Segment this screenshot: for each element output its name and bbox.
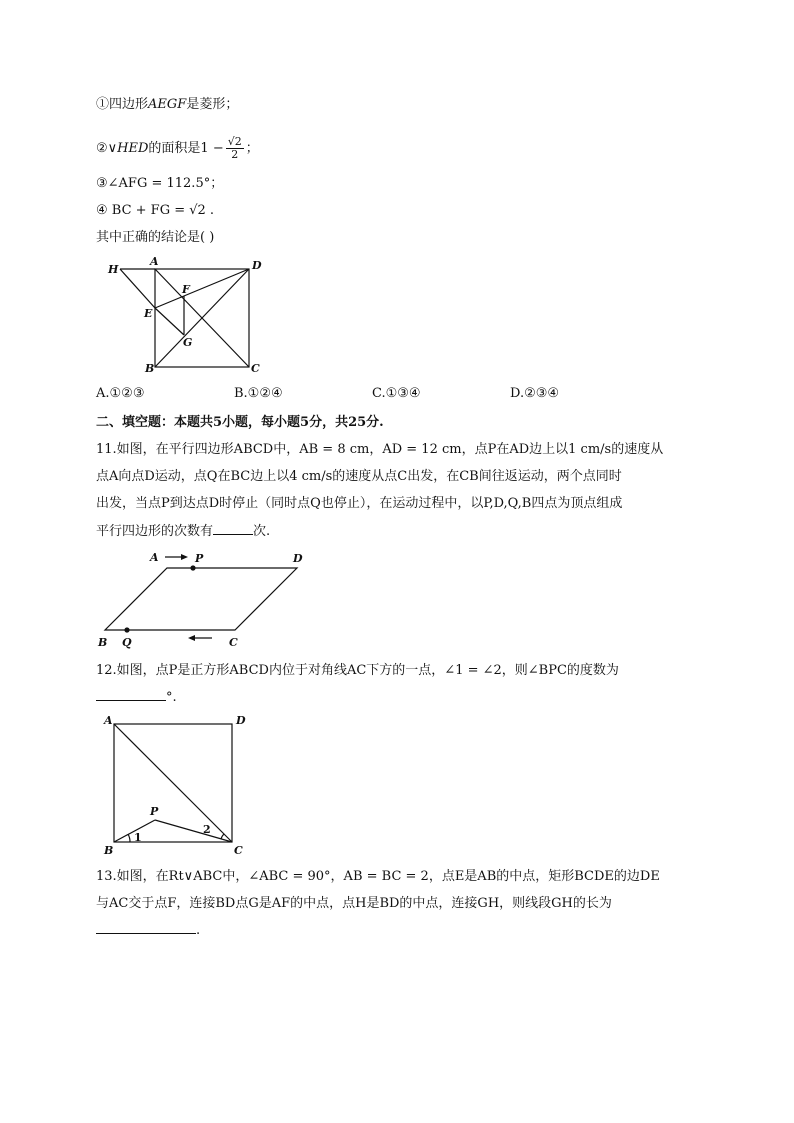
statement-3-text: ③∠AFG = 112.5°；	[96, 176, 224, 191]
parallelogram-abcd	[105, 568, 297, 630]
diagonal-ac	[114, 724, 232, 842]
label-h: H	[108, 263, 119, 276]
label-g: G	[183, 336, 193, 349]
statement-4-text: ④ BC + FG = √2 .	[96, 203, 215, 218]
question-10-prompt	[96, 229, 214, 247]
answer-blank-11[interactable]	[213, 522, 253, 535]
question-11-line-4	[96, 522, 270, 541]
label-b: B	[98, 636, 108, 649]
answer-blank-13[interactable]	[96, 921, 196, 934]
point-p	[190, 565, 195, 570]
statement-1-tail: 是菱形；	[186, 97, 239, 112]
arrow-q-head	[188, 635, 195, 641]
question-13-line-1-text: 13.如图，在Rt∨ABC中，∠ABC = 90°，AB = BC = 2，点E是AB的中点，矩形BCDE的边DE	[96, 869, 660, 884]
statement-2-triangle: HED	[117, 141, 149, 156]
label-d: D	[236, 714, 246, 727]
question-12-line-1	[96, 662, 619, 680]
question-10-prompt-text: 其中正确的结论是( )	[96, 230, 215, 245]
label-d: D	[293, 552, 303, 565]
angle-2-arc	[221, 834, 224, 839]
question-11-line-1-text: 11.如图，在平行四边形ABCD中，AB = 8 cm，AD = 12 cm，点P在AD边上以1 cm/s的速度从	[96, 442, 664, 457]
question-11-line-2-text: 点A向点D运动，点Q在BC边上以4 cm/s的速度从点C出发，在CB间往返运动，两个点同时	[96, 469, 622, 484]
question-13-line-1	[96, 868, 660, 886]
point-q	[124, 627, 129, 632]
figure-11	[95, 548, 315, 653]
fraction-numerator: √2	[227, 135, 242, 148]
statement-2	[96, 136, 259, 161]
label-a: A	[150, 551, 159, 564]
segment-ed	[155, 269, 249, 308]
question-11-line-4-text: 平行四边形的次数有	[96, 524, 214, 539]
label-d: D	[252, 259, 262, 272]
question-11-line-3	[96, 495, 622, 513]
question-12-line-2	[96, 688, 177, 707]
segment-he	[120, 269, 155, 308]
question-13-line-3	[96, 921, 200, 940]
statement-2-mid: 的面积是1 −	[148, 141, 224, 156]
statement-2-fraction	[226, 136, 244, 161]
section-2-heading-text: 二、填空题：本题共5小题，每小题5分，共25分.	[96, 415, 384, 430]
answer-blank-12[interactable]	[96, 688, 166, 701]
label-q: Q	[122, 636, 132, 649]
statement-1	[96, 96, 238, 114]
statement-3	[96, 175, 223, 193]
label-c: C	[229, 636, 238, 649]
question-11-line-4-tail: 次.	[253, 524, 271, 539]
label-c: C	[251, 362, 260, 375]
question-11-line-3-text: 出发，当点P到达点D时停止（同时点Q也停止），在运动过程中，以P,D,Q,B四点为顶点组成	[96, 496, 623, 511]
fraction-denominator: 2	[231, 148, 239, 161]
question-13-line-2	[96, 895, 612, 913]
label-angle-1: 1	[134, 831, 142, 844]
angle-1-arc	[128, 834, 130, 842]
option-b[interactable]: B.①②④	[234, 386, 283, 401]
label-b: B	[145, 362, 155, 375]
figure-12	[100, 712, 260, 860]
label-a: A	[104, 714, 113, 727]
option-d[interactable]: D.②③④	[510, 386, 560, 401]
question-13-line-2-text: 与AC交于点F，连接BD点G是AF的中点，点H是BD的中点，连接GH，则线段GH的长为	[96, 896, 612, 911]
option-c[interactable]: C.①③④	[372, 386, 421, 401]
label-b: B	[104, 844, 114, 857]
question-13-line-3-tail: .	[196, 923, 201, 938]
question-12-line-1-text: 12.如图，点P是正方形ABCD内位于对角线AC下方的一点，∠1 = ∠2，则∠BPC的度数为	[96, 663, 619, 678]
label-e: E	[144, 307, 153, 320]
question-11-line-1	[96, 441, 663, 459]
label-p: P	[195, 552, 204, 565]
statement-2-end: ；	[245, 141, 259, 156]
label-a: A	[150, 255, 159, 268]
question-11-line-2	[96, 468, 622, 486]
label-angle-2: 2	[203, 823, 211, 836]
section-2-heading	[96, 414, 384, 432]
option-a[interactable]: A.①②③	[96, 386, 145, 401]
statement-1-shape: AEGF	[148, 97, 187, 112]
statement-4	[96, 202, 214, 220]
label-c: C	[234, 844, 243, 857]
statement-2-text: ②∨	[96, 141, 118, 156]
arrow-p-head	[181, 554, 188, 560]
question-12-line-2-tail: °.	[166, 690, 177, 705]
segment-eg	[155, 308, 184, 335]
label-p: P	[150, 805, 159, 818]
statement-1-text: ①四边形	[96, 97, 149, 112]
figure-10	[100, 255, 270, 375]
label-f: F	[182, 283, 190, 296]
